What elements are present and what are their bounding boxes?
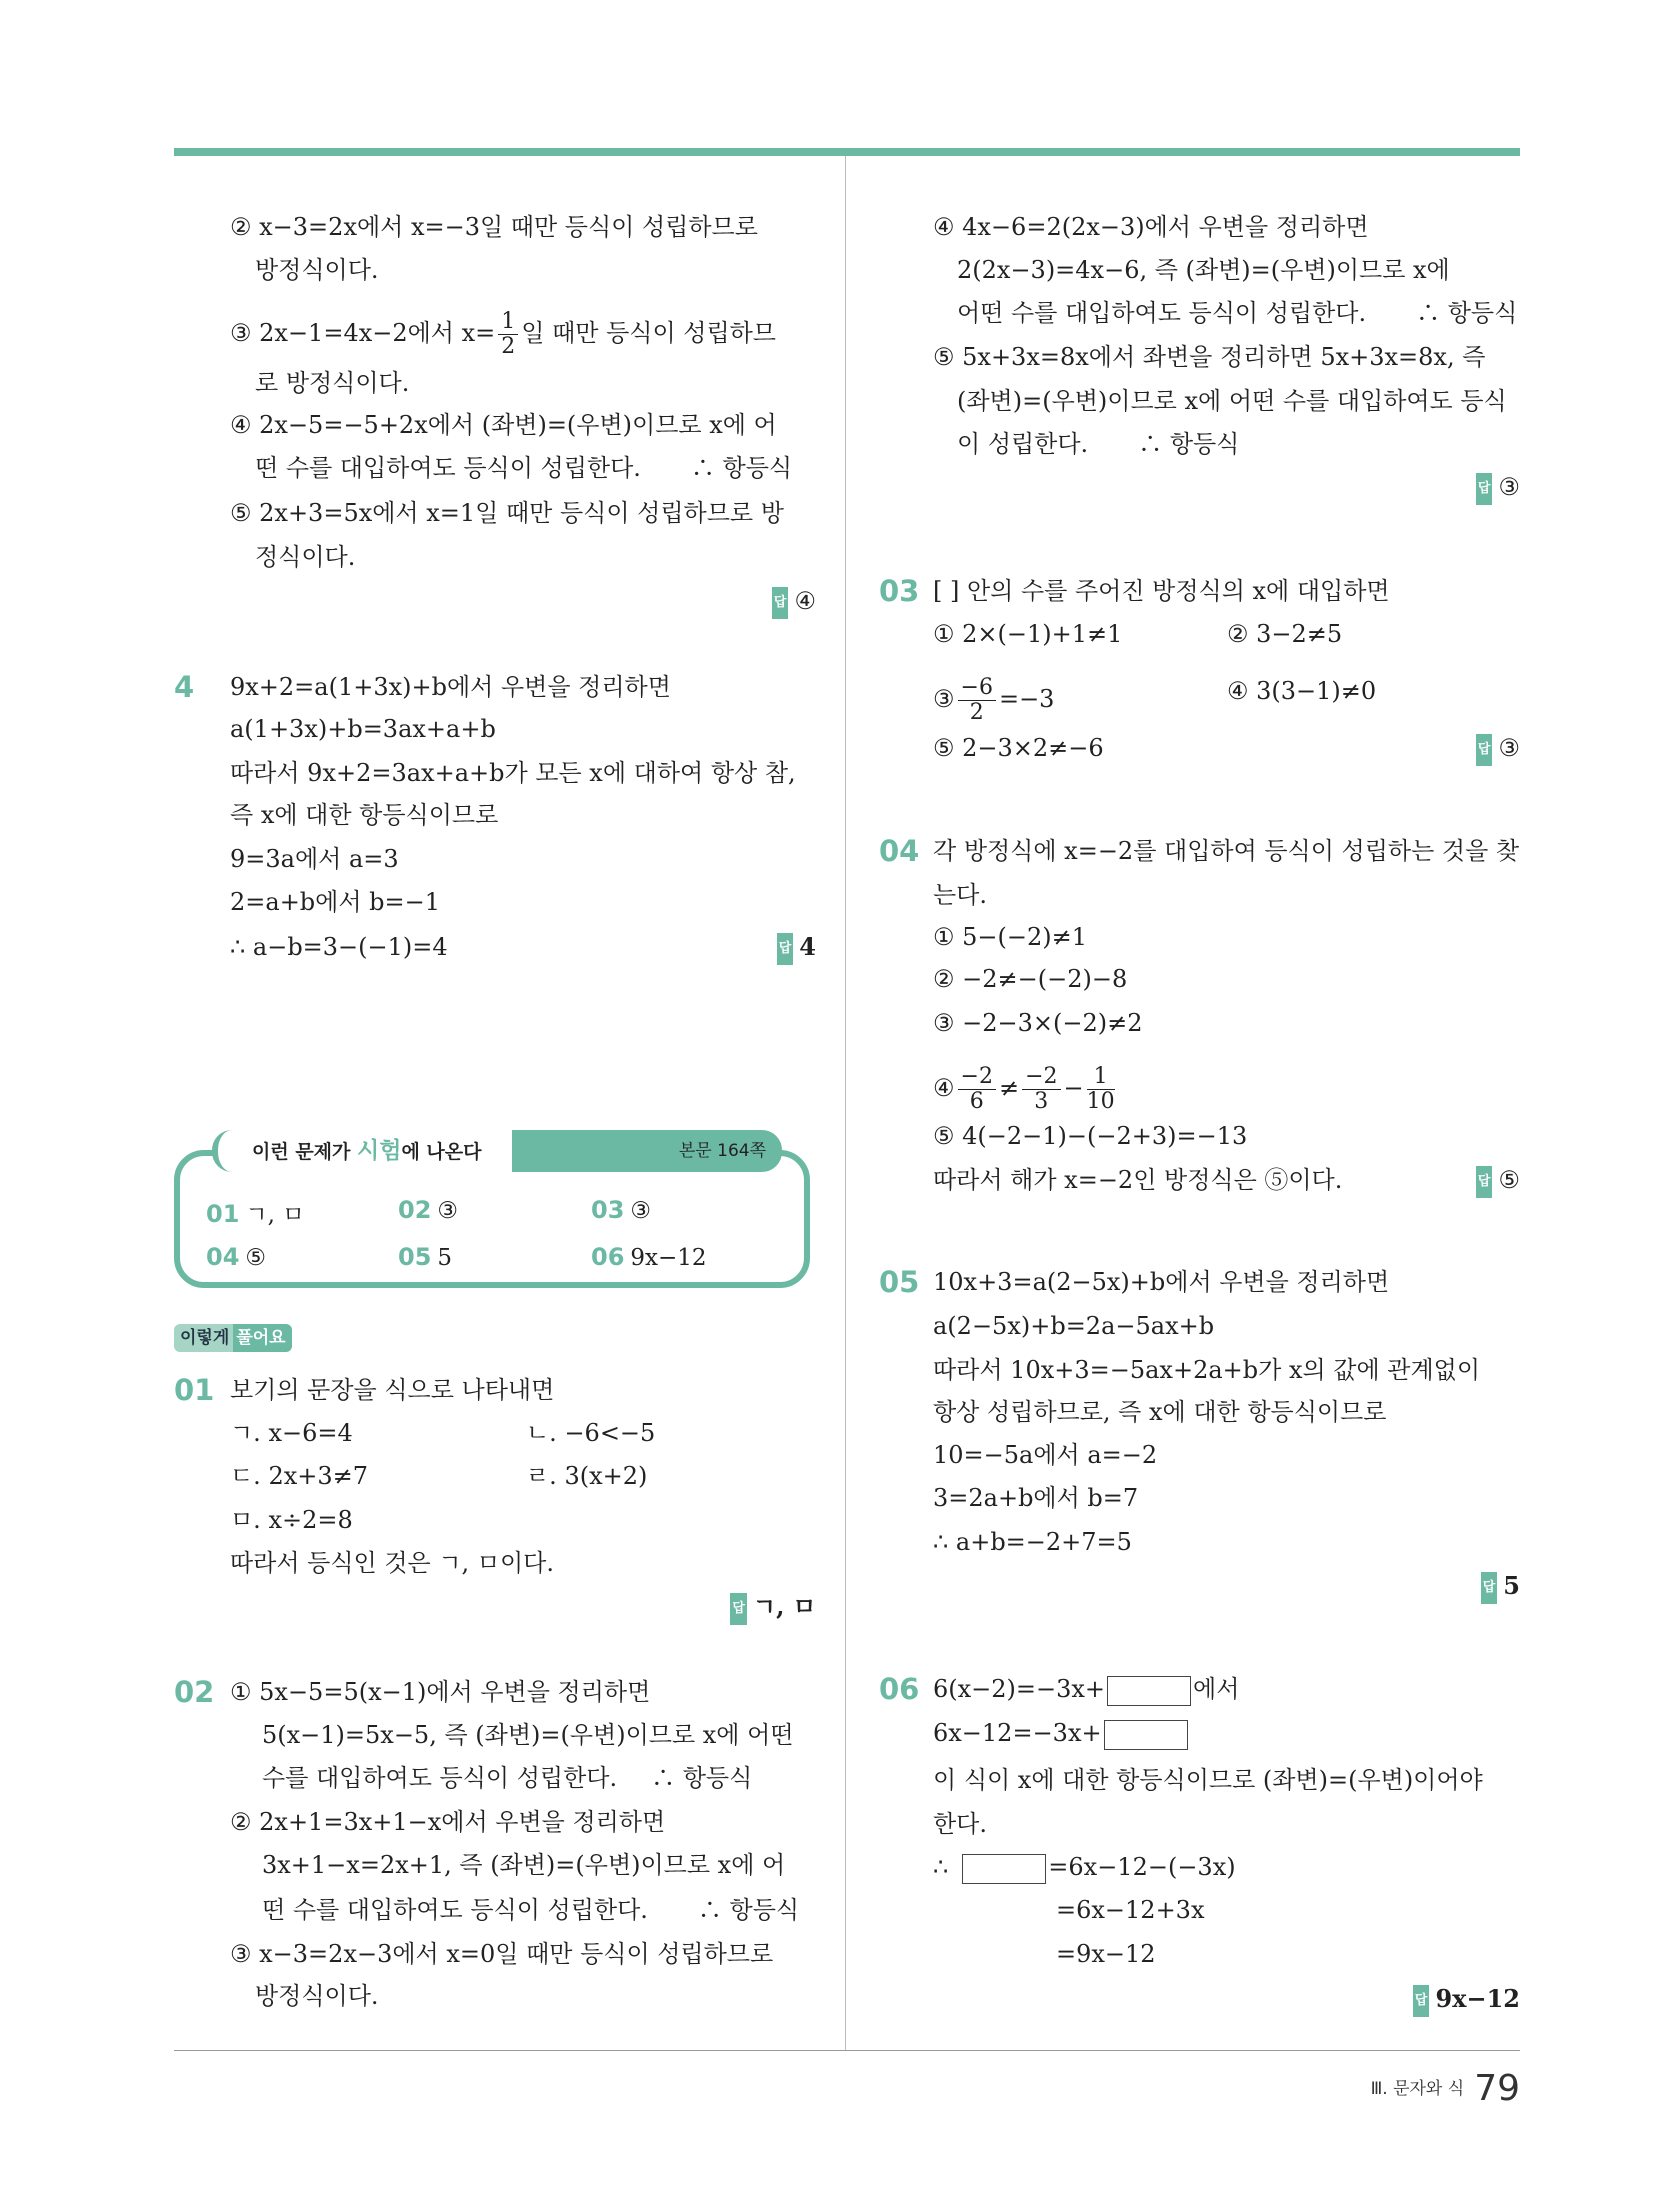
- text-line: ㄹ. 3(x+2): [526, 1462, 648, 1490]
- text-line: [255, 453, 792, 483]
- text-line: 각 방정식에 x=−2를 대입하여 등식이 성립하는 것을 찾: [933, 837, 1520, 865]
- text-line: 보기의 문장을 식으로 나타내면: [230, 1376, 555, 1404]
- text-line: 는다.: [933, 881, 987, 909]
- item-number: 05: [398, 1243, 432, 1271]
- solution-badge: [174, 1324, 292, 1352]
- text: 어떤 수를 대입하여도 등식이 성립한다.: [957, 299, 1367, 327]
- answer: [772, 586, 816, 619]
- text-line: [262, 1895, 799, 1925]
- text-line: ④ 4x−6=2(2x−3)에서 우변을 정리하면: [933, 213, 1369, 241]
- text: =6x−12−(−3x): [1048, 1853, 1236, 1881]
- text-line: (좌변)=(우변)이므로 x에 어떤 수를 대입하여도 등식: [957, 387, 1507, 415]
- exam-box-header: [212, 1130, 782, 1172]
- text: ③: [933, 685, 955, 713]
- answer-mark-icon: 답: [777, 933, 794, 965]
- text-line: =6x−12+3x: [1056, 1896, 1205, 1924]
- numerator: 1: [1087, 1065, 1115, 1090]
- text: 에서: [1193, 1675, 1240, 1703]
- text-line: 따라서 10x+3=−5ax+2a+b가 x의 값에 관계없이: [933, 1356, 1481, 1384]
- exam-box-title: [212, 1130, 512, 1172]
- problem-number: 04: [879, 834, 920, 868]
- top-accent-bar: [174, 148, 1520, 156]
- text-line: 3x+1−x=2x+1, 즉 (좌변)=(우변)이므로 x에 어: [262, 1851, 786, 1879]
- text-line: [933, 1718, 1190, 1750]
- problem-number: 02: [174, 1675, 215, 1709]
- answer-mark-icon: 답: [1476, 473, 1493, 505]
- fraction: [958, 676, 996, 725]
- item-answer: ㄱ, ㅁ: [245, 1202, 305, 1228]
- text: =−3: [998, 685, 1055, 713]
- page-reference: 본문 164쪽: [502, 1130, 782, 1172]
- title-text: 이런 문제가: [252, 1141, 357, 1163]
- answer-value: ③: [1498, 734, 1520, 762]
- answer: [1481, 1571, 1520, 1604]
- text: ③ 2x−1=4x−2에서 x=: [230, 319, 496, 347]
- text-line: 이 식이 x에 대한 항등식이므로 (좌변)=(우변)이어야: [933, 1766, 1483, 1794]
- item-number: 04: [206, 1243, 240, 1271]
- text-line: ㄷ. 2x+3≠7: [230, 1462, 369, 1490]
- chapter-title: Ⅲ. 문자와 식: [1370, 2079, 1465, 2099]
- numerator: −6: [958, 676, 996, 701]
- numerator: −2: [1022, 1065, 1060, 1090]
- text-line: 방정식이다.: [255, 256, 379, 284]
- answer-value: ⑤: [1498, 1166, 1520, 1194]
- item-answer: 5: [437, 1245, 453, 1271]
- answer: [730, 1592, 816, 1625]
- text-line: 2=a+b에서 b=−1: [230, 888, 441, 916]
- answer: [1476, 733, 1520, 766]
- exam-item: [591, 1196, 651, 1224]
- therefore-text: ∴ 항등식: [1138, 430, 1240, 458]
- denominator: 2: [501, 334, 516, 359]
- text-line: [230, 310, 776, 359]
- exam-item: [398, 1196, 458, 1224]
- answer: [777, 932, 816, 965]
- text-line: [933, 676, 1054, 725]
- text-line: ① 5−(−2)≠1: [933, 923, 1088, 951]
- problem-number: 01: [174, 1373, 215, 1407]
- text-line: 방정식이다.: [255, 1982, 379, 2010]
- text-line: ㄱ. x−6=4: [230, 1419, 353, 1447]
- text-line: ③ x−3=2x−3에서 x=0일 때만 등식이 성립하므로: [230, 1940, 774, 1968]
- item-number: 06: [591, 1243, 625, 1271]
- exam-item: [398, 1243, 452, 1271]
- text-line: ∴ a+b=−2+7=5: [933, 1528, 1132, 1556]
- text-line: [933, 1065, 1118, 1114]
- item-number: 01: [206, 1200, 240, 1228]
- denominator: 10: [1086, 1089, 1115, 1114]
- answer-mark-icon: 답: [772, 587, 789, 619]
- text: 이 성립한다.: [957, 430, 1089, 458]
- text: 6(x−2)=−3x+: [933, 1675, 1106, 1703]
- blank-box: [1104, 1720, 1188, 1750]
- text-line: 10x+3=a(2−5x)+b에서 우변을 정리하면: [933, 1268, 1390, 1296]
- answer-value: ㄱ, ㅁ: [752, 1592, 816, 1621]
- text-line: ④ 2x−5=−5+2x에서 (좌변)=(우변)이므로 x에 어: [230, 411, 777, 439]
- badge-part: 풀어요: [233, 1324, 291, 1352]
- text-line: ② 2x+1=3x+1−x에서 우변을 정리하면: [230, 1808, 666, 1836]
- text: −: [1063, 1074, 1084, 1102]
- text-line: 9x+2=a(1+3x)+b에서 우변을 정리하면: [230, 673, 671, 701]
- problem-number: 06: [879, 1672, 920, 1706]
- text-line: ⑤ 4(−2−1)−(−2+3)=−13: [933, 1122, 1248, 1150]
- text-line: ② x−3=2x에서 x=−3일 때만 등식이 성립하므로: [230, 213, 758, 241]
- answer-mark-icon: 답: [1476, 734, 1493, 766]
- text-line: 따라서 해가 x=−2인 방정식은 ⑤이다.: [933, 1166, 1343, 1194]
- problem-number: 03: [879, 574, 920, 608]
- item-answer: ③: [630, 1198, 652, 1224]
- answer-value: 9x−12: [1435, 1984, 1520, 2013]
- text-line: 10=−5a에서 a=−2: [933, 1441, 1158, 1469]
- numerator: 1: [498, 310, 518, 335]
- answer-value: ④: [794, 587, 816, 615]
- fraction: [958, 1065, 996, 1114]
- denominator: 3: [1034, 1089, 1049, 1114]
- text-line: ① 5x−5=5(x−1)에서 우변을 정리하면: [230, 1678, 651, 1706]
- blank-box: [1107, 1676, 1191, 1706]
- item-answer: 9x−12: [630, 1245, 707, 1271]
- therefore-text: ∴ 항등식: [1416, 299, 1518, 327]
- text-line: [957, 429, 1239, 459]
- text: ≠: [998, 1074, 1020, 1102]
- blank-box: [962, 1854, 1046, 1884]
- text-line: a(1+3x)+b=3ax+a+b: [230, 715, 496, 743]
- title-highlight: 시험: [357, 1138, 402, 1164]
- text-line: ③ −2−3×(−2)≠2: [933, 1009, 1143, 1037]
- text-line: 2(2x−3)=4x−6, 즉 (좌변)=(우변)이므로 x에: [957, 256, 1450, 284]
- text-line: ① 2×(−1)+1≠1: [933, 620, 1123, 648]
- text: 떤 수를 대입하여도 등식이 성립한다.: [255, 454, 641, 482]
- text-line: [933, 1674, 1239, 1706]
- fraction: [1087, 1065, 1115, 1114]
- text-line: [957, 298, 1517, 328]
- text-line: ㄴ. −6<−5: [526, 1419, 656, 1447]
- text-line: ② 3−2≠5: [1227, 620, 1343, 648]
- text-line: 9=3a에서 a=3: [230, 845, 399, 873]
- numerator: −2: [958, 1065, 996, 1090]
- fraction: [1022, 1065, 1060, 1114]
- text-line: ⑤ 2−3×2≠−6: [933, 734, 1104, 762]
- text-line: 따라서 9x+2=3ax+a+b가 모든 x에 대하여 항상 참,: [230, 759, 796, 787]
- denominator: 6: [969, 1089, 984, 1114]
- answer-mark-icon: 답: [1413, 1985, 1430, 2017]
- text-line: 정식이다.: [255, 543, 356, 571]
- text: 일 때만 등식이 성립하므: [521, 319, 776, 347]
- text-line: =9x−12: [1056, 1940, 1156, 1968]
- text-line: [ ] 안의 수를 주어진 방정식의 x에 대입하면: [933, 577, 1390, 605]
- text-line: ㅁ. x÷2=8: [230, 1506, 353, 1534]
- answer-mark-icon: 답: [1476, 1166, 1493, 1198]
- text-line: 즉 x에 대한 항등식이므로: [230, 801, 499, 829]
- text-line: [933, 1852, 1236, 1884]
- exam-item: [206, 1196, 304, 1229]
- text: 떤 수를 대입하여도 등식이 성립한다.: [262, 1896, 648, 1924]
- answer-mark-icon: 답: [730, 1593, 747, 1625]
- text-line: 로 방정식이다.: [255, 369, 410, 397]
- answer-value: 5: [1503, 1571, 1520, 1600]
- title-text: 에 나온다: [401, 1141, 482, 1163]
- text-line: 항상 성립하므로, 즉 x에 대한 항등식이므로: [933, 1398, 1387, 1426]
- text: 수를 대입하여도 등식이 성립한다.: [262, 1764, 618, 1792]
- text-line: a(2−5x)+b=2a−5ax+b: [933, 1312, 1215, 1340]
- answer-value: 4: [799, 932, 816, 961]
- therefore-text: ∴ 항등식: [690, 454, 793, 482]
- item-answer: ⑤: [245, 1245, 267, 1271]
- text-line: ④ 3(3−1)≠0: [1227, 677, 1377, 705]
- text: 6x−12=−3x+: [933, 1719, 1102, 1747]
- answer: [1476, 1165, 1520, 1198]
- text-line: 따라서 등식인 것은 ㄱ, ㅁ이다.: [230, 1549, 554, 1577]
- page-footer: [1371, 2068, 1520, 2109]
- problem-number: 05: [879, 1265, 920, 1299]
- item-number: 02: [398, 1196, 432, 1224]
- text-line: 한다.: [933, 1810, 987, 1838]
- answer: [1476, 472, 1520, 505]
- denominator: 2: [969, 700, 984, 725]
- text-line: ② −2≠−(−2)−8: [933, 965, 1128, 993]
- problem-number: 4: [174, 670, 195, 704]
- text-line: [262, 1763, 752, 1793]
- text: ④: [933, 1074, 955, 1102]
- exam-item: [591, 1243, 707, 1271]
- page-number: 79: [1474, 2068, 1520, 2109]
- text-line: ∴ a−b=3−(−1)=4: [230, 933, 448, 961]
- item-number: 03: [591, 1196, 625, 1224]
- answer: [1413, 1984, 1520, 2017]
- text-line: 5(x−1)=5x−5, 즉 (좌변)=(우변)이므로 x에 어떤: [262, 1721, 794, 1749]
- text-line: ⑤ 2x+3=5x에서 x=1일 때만 등식이 성립하므로 방: [230, 499, 784, 527]
- answer-value: ③: [1498, 473, 1520, 501]
- column-divider: [845, 156, 846, 2050]
- badge-part: 이렇게: [174, 1324, 233, 1352]
- answer-mark-icon: 답: [1481, 1572, 1498, 1604]
- text-line: ⑤ 5x+3x=8x에서 좌변을 정리하면 5x+3x=8x, 즉: [933, 343, 1486, 371]
- text-line: 3=2a+b에서 b=7: [933, 1484, 1139, 1512]
- item-answer: ③: [437, 1198, 459, 1224]
- therefore-text: ∴ 항등식: [697, 1896, 800, 1924]
- fraction: [498, 310, 518, 359]
- exam-item: [206, 1243, 266, 1271]
- bottom-rule: [174, 2050, 1520, 2051]
- therefore-symbol: ∴: [933, 1853, 949, 1881]
- therefore-text: ∴ 항등식: [651, 1764, 753, 1792]
